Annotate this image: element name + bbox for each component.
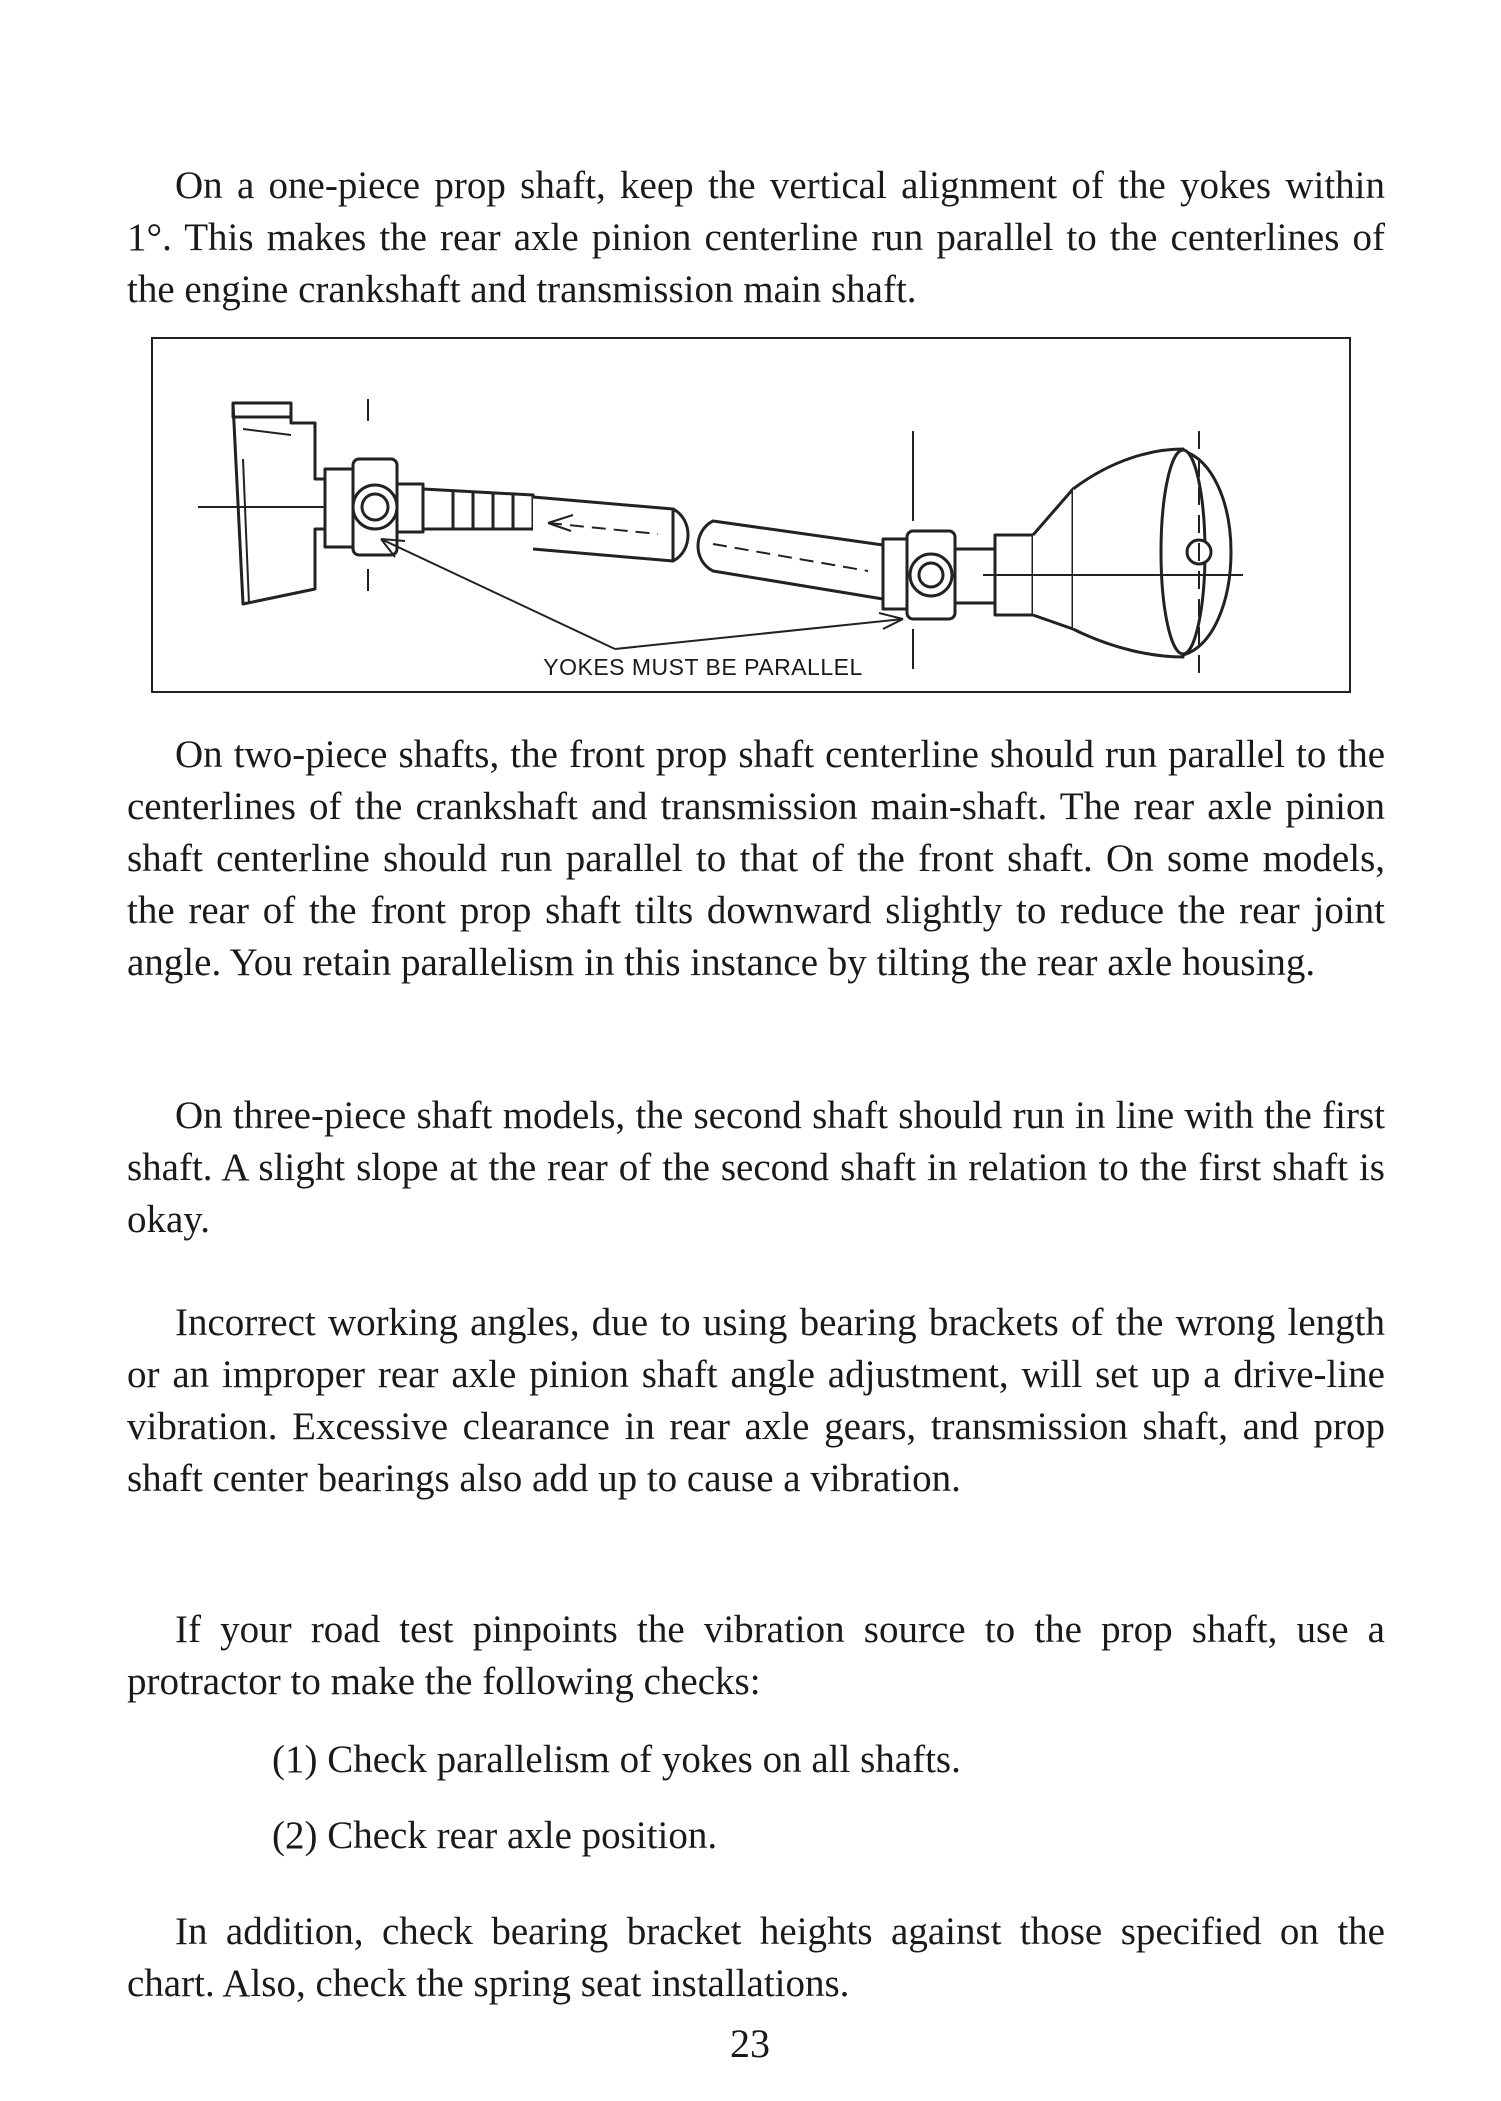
paragraph-road-test: If your road test pinpoints the vibration source to the prop shaft, use a protractor to make the following checks: [127,1608,1385,1703]
check-item-2 [272,1810,717,1862]
check-text: Check parallelism of yokes on all shafts. [327,1738,961,1781]
paragraph-two-piece-shafts: On two-piece shafts, the front prop shaft centerline should run parallel to the centerlines of the crankshaft and transmission main-shaft. The rear axle pinion shaft centerline should run parallel to that of the front shaft. On some models, the rear of the front prop shaft tilts downward slightly to reduce the rear joint angle. You retain parallelism in this instance by tilting the rear axle housing. [127,733,1385,984]
paragraph-one-piece-shaft: On a one-piece prop shaft, keep the vertical alignment of the yokes within 1°. This makes the rear axle pinion centerline run parallel to the centerlines of the engine crankshaft and transmission main shaft. [127,164,1385,311]
figure-caption: YOKES MUST BE PARALLEL [543,654,863,680]
paragraph-bearing-heights: In addition, check bearing bracket heights against those specified on the chart. Also, check the spring seat installations. [127,1910,1385,2005]
check-number: (2) [272,1814,318,1857]
paragraph-three-piece-shafts: On three-piece shaft models, the second shaft should run in line with the first shaft. A slight slope at the rear of the second shaft in relation to the first shaft is okay. [127,1094,1385,1241]
prop-shaft-diagram [153,339,1349,691]
check-number: (1) [272,1738,318,1781]
page-number: 23 [730,2021,770,2066]
prop-shaft-figure [151,337,1351,693]
check-text: Check rear axle position. [327,1814,718,1857]
paragraph-working-angles: Incorrect working angles, due to using bearing brackets of the wrong length or an improper rear axle pinion shaft angle adjustment, will set up a drive-line vibration. Excessive clearance in rear axle gears, transmission shaft, and prop shaft center bearings also add up to cause a vibration. [127,1301,1385,1500]
check-item-1 [272,1734,961,1786]
